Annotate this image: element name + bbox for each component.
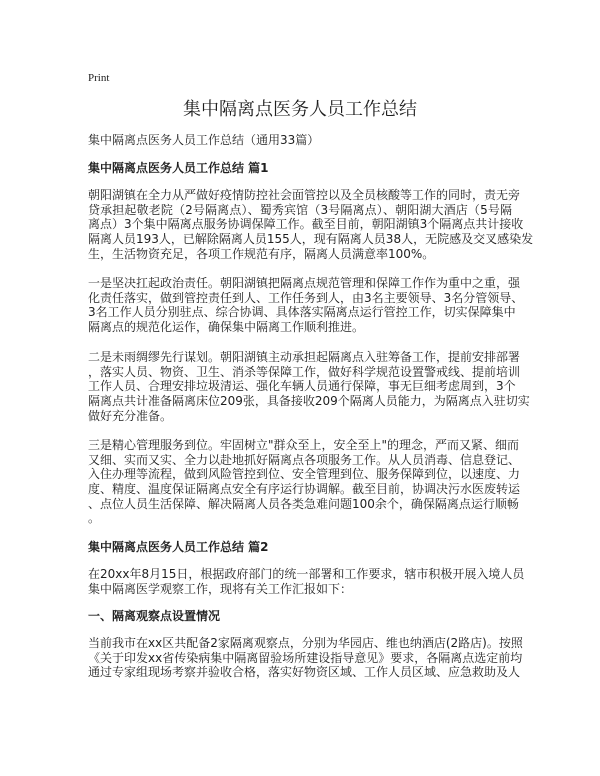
paragraph bbox=[88, 350, 530, 423]
text-line: 朝阳湖镇在全力从严做好疫情防控社会面管控以及全员核酸等工作的同时，责无旁 bbox=[88, 188, 521, 202]
text-line: 通过专家组现场考察并验收合格，落实好物资区域、工作人员区域、应急救助及人 bbox=[88, 665, 521, 680]
text-line: 一是坚决扛起政治责任。朝阳湖镇把隔离点规范管理和保障工作作为重中之重，强 bbox=[88, 276, 521, 290]
text-line: 离点）3个集中隔离点服务协调保障工作。截至目前，朝阳湖镇3个隔离点共计接收 bbox=[88, 217, 524, 232]
text-line: 集中隔离医学观察工作，现将有关工作汇报如下： bbox=[88, 581, 353, 596]
text-line: 又细、实而又实、全力以赴地抓好隔离点各项服务工作。从人员消毒、信息登记、 bbox=[88, 452, 521, 467]
paragraph bbox=[88, 188, 534, 261]
paragraph bbox=[88, 438, 521, 526]
document-subtitle: 集中隔离点医务人员工作总结（通用33篇） bbox=[88, 133, 320, 147]
text-line: 化责任落实，做到管控责任到人、工作任务到人，由3名主要领导、3名分管领导、 bbox=[88, 290, 524, 305]
text-line: 《关于印发xx省传染病集中隔离留验场所建设指导意见》要求，各隔离点选定前均 bbox=[88, 650, 523, 665]
paragraph bbox=[88, 276, 524, 335]
subheading: 一、隔离观察点设置情况 bbox=[88, 609, 221, 623]
text-line: 工作人员、合理安排垃圾清运、强化车辆人员通行保障，事无巨细考虑周到，3个 bbox=[88, 379, 516, 394]
text-line: 度、精度、温度保证隔离点安全有序运行协调解。截至目前，协调决污水医废转运 bbox=[88, 482, 521, 497]
print-label: Print bbox=[88, 72, 110, 84]
text-line: 三是精心管理服务到位。牢固树立"群众至上，安全至上"的理念，严而又紧、细而 bbox=[88, 438, 520, 452]
text-line: 3名工作人员分别驻点、综合协调、具体落实隔离点运行管控工作，切实保障集中 bbox=[88, 305, 516, 320]
text-line: 隔离点的规范化运作，确保集中隔离工作顺利推进。 bbox=[88, 320, 365, 335]
section-heading-1: 集中隔离点医务人员工作总结 篇1 bbox=[88, 161, 269, 175]
text-line: 在20xx年8月15日，根据政府部门的统一部署和工作要求，辖市积极开展入境人员 bbox=[88, 567, 525, 581]
text-line: 当前我市在xx区共配备2家隔离观察点，分别为华园店、维也纳酒店(2路店)。按照 bbox=[88, 636, 523, 650]
section-heading-2: 集中隔离点医务人员工作总结 篇2 bbox=[88, 540, 269, 554]
paragraph bbox=[88, 567, 525, 596]
text-line: 入住办理等流程，做到风险管控到位、安全管理到位、服务保障到位，以速度、力 bbox=[88, 467, 521, 482]
text-line: 二是未雨绸缪先行谋划。朝阳湖镇主动承担起隔离点入驻筹备工作，提前安排部署 bbox=[88, 350, 521, 364]
text-line: 生，生活物资充足，各项工作规范有序，隔离人员满意率100%。 bbox=[88, 246, 435, 261]
text-line: 、点位人员生活保障、解决隔离人员各类急难问题100余个，确保隔离点运行顺畅 bbox=[88, 496, 519, 511]
text-line: 做好充分准备。 bbox=[88, 408, 173, 423]
text-line: 贷承担起敬老院（2号隔离点）、蜀秀宾馆（3号隔离点）、朝阳湖大酒店（5号隔 bbox=[88, 202, 512, 217]
text-line: ，落实人员、物资、卫生、消杀等保障工作，做好科学规范设置警戒线、提前培训 bbox=[88, 364, 521, 379]
text-line: 。 bbox=[88, 511, 101, 526]
paragraph bbox=[88, 636, 523, 680]
text-line: 隔离点共计准备隔离床位209张，具备接收209个隔离人员能力，为隔离点入驻切实 bbox=[88, 394, 530, 409]
text-line: 隔离人员193人，已解除隔离人员155人，现有隔离人员38人，无院感及交叉感染发 bbox=[88, 232, 534, 247]
document-title: 集中隔离点医务人员工作总结 bbox=[183, 99, 417, 120]
